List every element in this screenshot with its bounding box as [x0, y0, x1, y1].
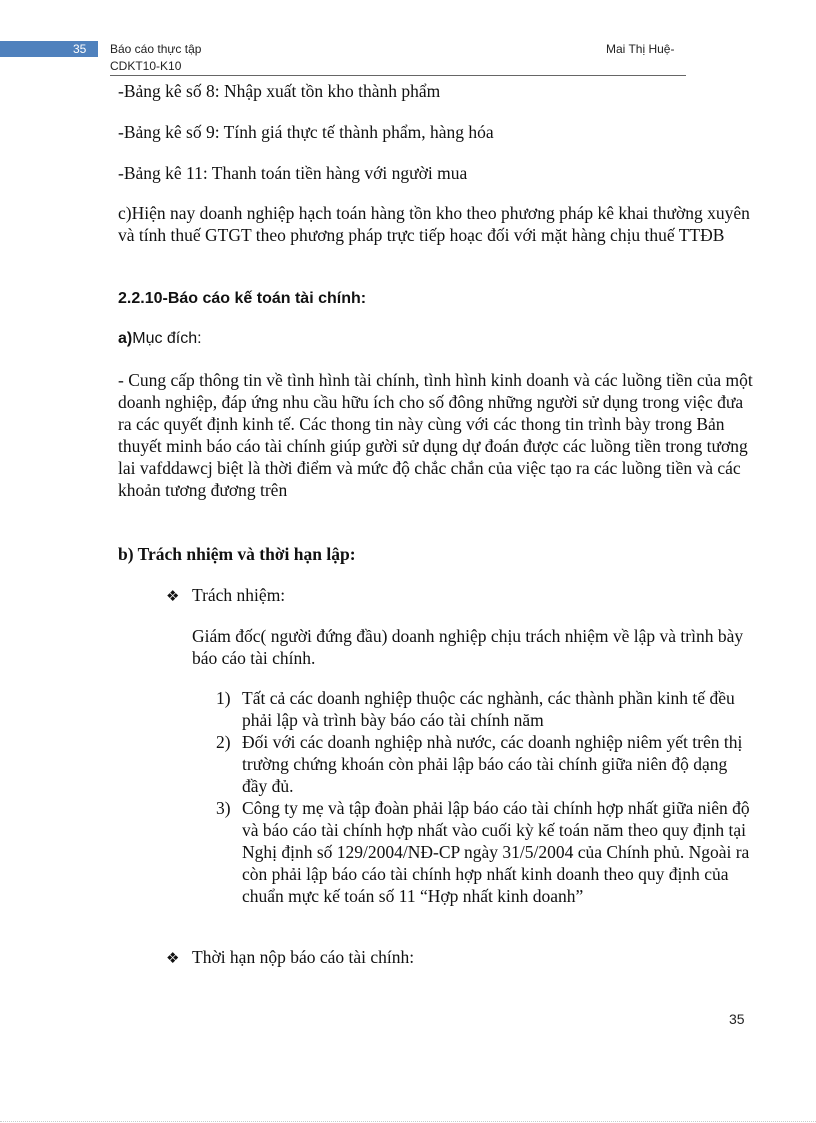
paragraph-hach-toan: c)Hiện nay doanh nghiệp hạch toán hàng tồn kho theo phương pháp kê khai thường xuyên và tính thuế GTGT theo phương pháp trực tiếp hoạc đối với mặt hàng chịu thuế TTĐB — [118, 203, 750, 245]
section-heading: 2.2.10-Báo cáo kế toán tài chính: — [118, 290, 367, 307]
diamond-bullet-icon: ❖ — [166, 587, 180, 605]
list-item — [216, 731, 756, 797]
header-divider — [110, 75, 686, 76]
bullet-responsibility — [166, 584, 285, 607]
bullet-deadline — [166, 946, 414, 969]
list-item-number: 1) — [216, 688, 231, 708]
list-item-number: 3) — [216, 798, 231, 818]
header-subtitle: CDKT10-K10 — [110, 59, 182, 73]
list-line-bang-ke-11: -Bảng kê 11: Thanh toán tiền hàng với người mua — [118, 163, 468, 183]
list-item — [216, 687, 756, 731]
diamond-bullet-icon: ❖ — [166, 949, 180, 967]
responsibility-heading: b) Trách nhiệm và thời hạn lập: — [118, 544, 356, 564]
list-item-text: Công ty mẹ và tập đoàn phải lập báo cáo tài chính hợp nhất giữa niên độ và báo cáo tài chính hợp nhất vào cuối kỳ kế toán năm theo quy định tại Nghị định số 129/2004/NĐ-CP ngày 31/5/2004 của Chính phủ. Ngoài ra còn phải lập báo cáo tài chính hợp nhất kinh doanh theo quy định của chuẩn mực kế toán số 11 “Hợp nhất kinh doanh” — [242, 798, 750, 906]
header-page-number: 35 — [73, 42, 87, 56]
list-item-text: Tất cả các doanh nghiệp thuộc các nghành, các thành phần kinh tế đều phải lập và trình bày báo cáo tài chính năm — [242, 688, 735, 730]
bullet-deadline-label: Thời hạn nộp báo cáo tài chính: — [192, 947, 415, 967]
list-line-bang-ke-8: -Bảng kê số 8: Nhập xuất tồn kho thành phẩm — [118, 81, 441, 101]
list-item-number: 2) — [216, 732, 231, 752]
purpose-label — [118, 329, 202, 349]
responsibility-paragraph: Giám đốc( người đứng đầu) doanh nghiệp chịu trách nhiệm về lập và trình bày báo cáo tài chính. — [192, 626, 744, 668]
footer-divider — [0, 1121, 816, 1122]
list-item — [216, 797, 756, 907]
purpose-paragraph: - Cung cấp thông tin về tình hình tài chính, tình hình kinh doanh và các luồng tiền của một doanh nghiệp, đáp ứng nhu cầu hữu ích cho số đông những người sử dụng trong việc đưa ra các quyết định kinh tế. Các thong tin này cùng với các thong tin trình bày trong Bản thuyết minh báo cáo tài chính giúp gười sử dụng dự đoán được các luồng tiền trong tương lai vafddawcj biệt là thời điểm và mức độ chắc chắn của việc tạo ra các luồng tiền và các khoản tương đương trên — [118, 370, 753, 500]
header-author: Mai Thị Huệ- — [606, 42, 675, 56]
purpose-label-prefix: a) — [118, 330, 133, 347]
list-line-bang-ke-9: -Bảng kê số 9: Tính giá thực tế thành phẩm, hàng hóa — [118, 122, 494, 142]
bullet-responsibility-label: Trách nhiệm: — [192, 585, 286, 605]
purpose-label-text: Mục đích: — [132, 330, 202, 347]
footer-page-number: 35 — [729, 1011, 745, 1027]
list-item-text: Đối với các doanh nghiệp nhà nước, các doanh nghiệp niêm yết trên thị trường chứng khoán còn phải lập báo cáo tài chính giữa niên độ dạng đầy đủ. — [242, 732, 743, 796]
header-title: Báo cáo thực tập — [110, 42, 202, 56]
